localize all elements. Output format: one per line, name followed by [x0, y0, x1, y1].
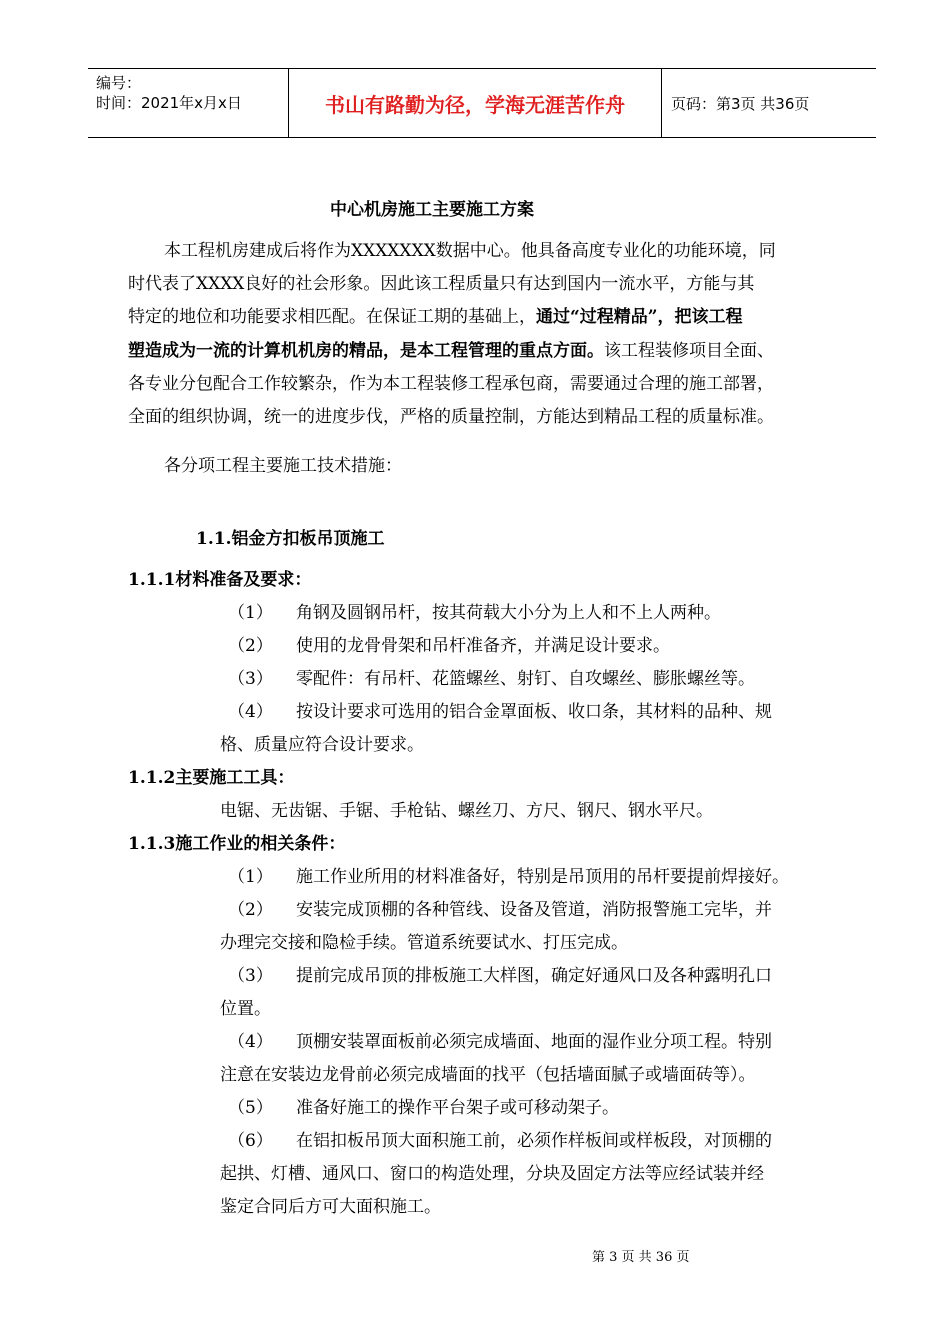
- s111-item-3-text: 零配件：有吊杆、花篮螺丝、射钉、自攻螺丝、膨胀螺丝等。: [296, 669, 755, 689]
- s113-item-1-num: （1）: [228, 867, 273, 887]
- s113-item-5-num: （5）: [228, 1098, 273, 1118]
- document-header: [88, 68, 876, 138]
- measures-intro: 各分项工程主要施工技术措施：: [164, 456, 402, 476]
- s113-item-3-num: （3）: [228, 966, 273, 986]
- s111-item-4-num: （4）: [228, 702, 273, 722]
- s111-item-4-text: 按设计要求可选用的铝合金罩面板、收口条，其材料的品种、规: [296, 702, 772, 722]
- intro-line-3-text: 特定的地位和功能要求相匹配。在保证工期的基础上，: [128, 307, 536, 327]
- s113-item-4-text: 顶棚安装罩面板前必须完成墙面、地面的湿作业分项工程。特别: [296, 1032, 772, 1052]
- s112-text: 电锯、无齿锯、手锯、手枪钻、螺丝刀、方尺、钢尺、钢水平尺。: [220, 801, 713, 821]
- s111-item-2-num: （2）: [228, 636, 273, 656]
- s113-item-4-cont: 注意在安装边龙骨前必须完成墙面的找平（包括墙面腻子或墙面砖等）。: [220, 1065, 756, 1085]
- document-title: 中心机房施工主要施工方案: [330, 200, 534, 220]
- section-1-1-heading: 1.1.铝金方扣板吊顶施工: [196, 529, 385, 549]
- s113-item-6-num: （6）: [228, 1131, 273, 1151]
- s113-item-2-text: 安装完成顶棚的各种管线、设备及管道，消防报警施工完毕，并: [296, 900, 772, 920]
- intro-line-3-bold: 通过“过程精品”，把该工程: [536, 307, 743, 327]
- s113-item-2-num: （2）: [228, 900, 273, 920]
- intro-line-3: [128, 306, 743, 328]
- s113-item-3-text: 提前完成吊顶的排板施工大样图，确定好通风口及各种露明孔口: [296, 966, 772, 986]
- section-1-1-1-heading: 1.1.1材料准备及要求：: [128, 570, 312, 590]
- s111-item-2-text: 使用的龙骨骨架和吊杆准备齐，并满足设计要求。: [296, 636, 670, 656]
- s113-item-6-cont2: 鉴定合同后方可大面积施工。: [220, 1197, 441, 1217]
- page-footer: 第 3 页 共 36 页: [592, 1250, 690, 1265]
- intro-line-6: 全面的组织协调，统一的进度步伐，严格的质量控制，方能达到精品工程的质量标准。: [128, 407, 774, 427]
- s113-item-3-cont: 位置。: [220, 999, 271, 1019]
- s113-item-1-text: 施工作业所用的材料准备好，特别是吊顶用的吊杆要提前焊接好。: [296, 867, 789, 887]
- header-meta: [88, 69, 288, 137]
- code-label: 编号：: [96, 74, 142, 92]
- s111-item-1-num: （1）: [228, 603, 273, 623]
- s111-item-4-cont: 格、质量应符合设计要求。: [220, 735, 424, 755]
- s111-item-1-text: 角钢及圆钢吊杆，按其荷载大小分为上人和不上人两种。: [296, 603, 721, 623]
- header-motto: 书山有路勤为径，学海无涯苦作舟: [288, 69, 662, 137]
- section-1-1-3-heading: 1.1.3施工作业的相关条件：: [128, 834, 346, 854]
- s113-item-6-cont: 起拱、灯槽、通风口、窗口的构造处理，分块及固定方法等应经试装并经: [220, 1164, 764, 1184]
- time-label: 时间：2021年x月x日: [96, 94, 242, 112]
- s113-item-6-text: 在铝扣板吊顶大面积施工前，必须作样板间或样板段，对顶棚的: [296, 1131, 772, 1151]
- intro-line-2: 时代表了XXXX良好的社会形象。因此该工程质量只有达到国内一流水平，方能与其: [128, 274, 755, 294]
- header-page-info: 页码：第3页 共36页: [671, 94, 810, 113]
- s113-item-5-text: 准备好施工的操作平台架子或可移动架子。: [296, 1098, 619, 1118]
- s113-item-2-cont: 办理完交接和隐检手续。管道系统要试水、打压完成。: [220, 933, 628, 953]
- intro-line-5: 各专业分包配合工作较繁杂，作为本工程装修工程承包商，需要通过合理的施工部署，: [128, 374, 774, 394]
- intro-line-1: 本工程机房建成后将作为XXXXXXX数据中心。他具备高度专业化的功能环境，同: [164, 241, 776, 261]
- intro-line-4-text: 该工程装修项目全面、: [604, 341, 774, 361]
- s111-item-3-num: （3）: [228, 669, 273, 689]
- intro-line-4-bold: 塑造成为一流的计算机机房的精品，是本工程管理的重点方面。: [128, 341, 604, 361]
- intro-line-4: [128, 340, 774, 362]
- section-1-1-2-heading: 1.1.2主要施工工具：: [128, 768, 295, 788]
- s113-item-4-num: （4）: [228, 1032, 273, 1052]
